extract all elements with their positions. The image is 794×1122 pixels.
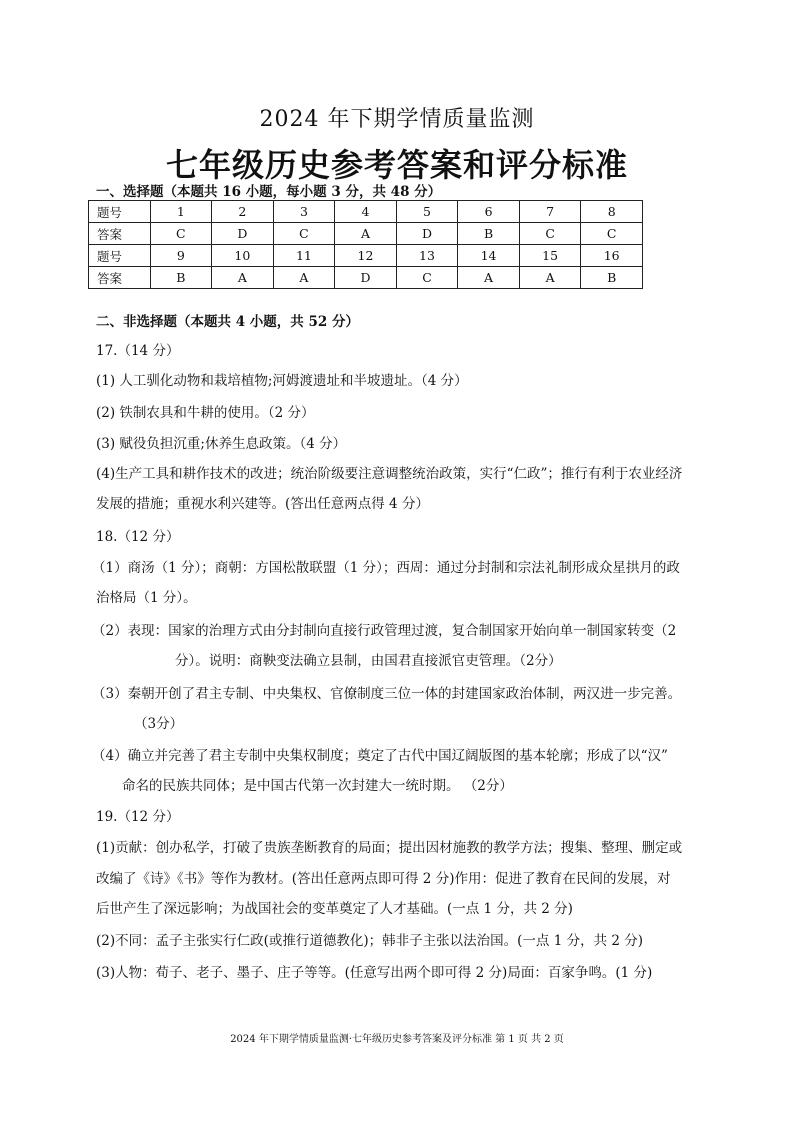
question-number-cell: 2 (212, 201, 274, 223)
question-heading: 17.（14 分） (96, 343, 180, 359)
question-number-cell: 5 (396, 201, 458, 223)
question-number-cell: 12 (335, 245, 397, 267)
section-2-title: 二、非选择题（本题共 4 小题，共 52 分） (96, 314, 359, 330)
table-row (89, 267, 643, 289)
answer-cell: A (458, 267, 520, 289)
answer-line: 改编了《诗》《书》等作为教材。(答出任意两点即可得 2 分)作用：促进了教育在民间的发展，对 (96, 871, 671, 887)
answer-cell: B (458, 223, 520, 245)
answer-line: (1) 人工驯化动物和栽培植物;河姆渡遗址和半坡遗址。（4 分） (96, 373, 468, 389)
row-label: 题号 (89, 201, 151, 223)
answer-line: 分）。说明：商鞅变法确立县制，由国君直接派官吏管理。（2分） (175, 653, 562, 669)
answer-cell: A (519, 267, 581, 289)
answer-line: (3) 赋役负担沉重;休养生息政策。（4 分） (96, 436, 347, 452)
answer-cell: C (396, 267, 458, 289)
page-footer: 2024 年下期学情质量监测·七年级历史参考答案及评分标准 第 1 页 共 2 页 (230, 1034, 564, 1045)
answer-cell: D (396, 223, 458, 245)
answer-cell: D (212, 223, 274, 245)
answer-line: （3分） (134, 716, 184, 732)
answer-cell: A (212, 267, 274, 289)
question-heading: 19.（12 分） (96, 809, 180, 825)
section-1-title: 一、选择题（本题共 16 小题，每小题 3 分，共 48 分） (96, 184, 442, 200)
answer-key-title: 七年级历史参考答案和评分标准 (165, 146, 628, 184)
answer-cell: C (150, 223, 212, 245)
answer-line: (1)贡献：创办私学，打破了贵族垄断教育的局面；提出因材施教的教学方法；搜集、整理、删定或 (96, 840, 683, 856)
answer-line: （1）商汤（1 分）；商朝：方国松散联盟（1 分）；西周：通过分封制和宗法礼制形成众星拱月的政 (92, 560, 680, 576)
answer-table (88, 200, 643, 289)
answer-line: (2)不同：孟子主张实行仁政(或推行道德教化)；韩非子主张以法治国。(一点 1 分，共 2 分) (96, 933, 644, 949)
question-number-cell: 1 (150, 201, 212, 223)
answer-cell: A (335, 223, 397, 245)
question-heading: 18.（12 分） (96, 529, 180, 545)
answer-line: (3)人物：荀子、老子、墨子、庄子等等。(任意写出两个即可得 2 分)局面：百家争鸣。(1 分) (96, 965, 653, 981)
question-number-cell: 4 (335, 201, 397, 223)
answer-line: (2) 铁制农具和牛耕的使用。（2 分） (96, 405, 315, 421)
answer-line: 后世产生了深远影响；为战国社会的变革奠定了人才基础。(一点 1 分，共 2 分) (96, 901, 573, 917)
answer-line: (4)生产工具和耕作技术的改进；统治阶级要注意调整统治政策，实行“仁政”；推行有利于农业经济 (96, 466, 683, 482)
answer-cell: D (335, 267, 397, 289)
question-number-cell: 14 (458, 245, 520, 267)
exam-title: 2024 年下期学情质量监测 (259, 107, 535, 132)
question-number-cell: 11 (273, 245, 335, 267)
table-row (89, 245, 643, 267)
question-number-cell: 16 (581, 245, 643, 267)
answer-cell: B (150, 267, 212, 289)
row-label: 答案 (89, 223, 151, 245)
answer-cell: C (273, 223, 335, 245)
answer-line: 治格局（1 分）。 (96, 590, 197, 606)
answer-line: 命名的民族共同体；是中国古代第一次封建大一统时期。 （2分） (122, 778, 513, 794)
answer-line: （4）确立并完善了君主专制中央集权制度；奠定了古代中国辽阔版图的基本轮廓；形成了以“汉” (92, 748, 668, 764)
table-row (89, 223, 643, 245)
answer-cell: B (581, 267, 643, 289)
answer-line: 发展的措施；重视水利兴建等。(答出任意两点得 4 分） (96, 496, 429, 512)
question-number-cell: 9 (150, 245, 212, 267)
answer-line: （2）表现：国家的治理方式由分封制向直接行政管理过渡，复合制国家开始向单一制国家转变（2 (92, 623, 677, 639)
answer-cell: A (273, 267, 335, 289)
question-number-cell: 10 (212, 245, 274, 267)
row-label: 题号 (89, 245, 151, 267)
answer-cell: C (581, 223, 643, 245)
question-number-cell: 13 (396, 245, 458, 267)
question-number-cell: 6 (458, 201, 520, 223)
question-number-cell: 8 (581, 201, 643, 223)
question-number-cell: 15 (519, 245, 581, 267)
table-row (89, 201, 643, 223)
answer-line: （3）秦朝开创了君主专制、中央集权、官僚制度三位一体的封建国家政治体制，两汉进一步完善。 (92, 686, 682, 702)
row-label: 答案 (89, 267, 151, 289)
question-number-cell: 7 (519, 201, 581, 223)
question-number-cell: 3 (273, 201, 335, 223)
answer-cell: C (519, 223, 581, 245)
